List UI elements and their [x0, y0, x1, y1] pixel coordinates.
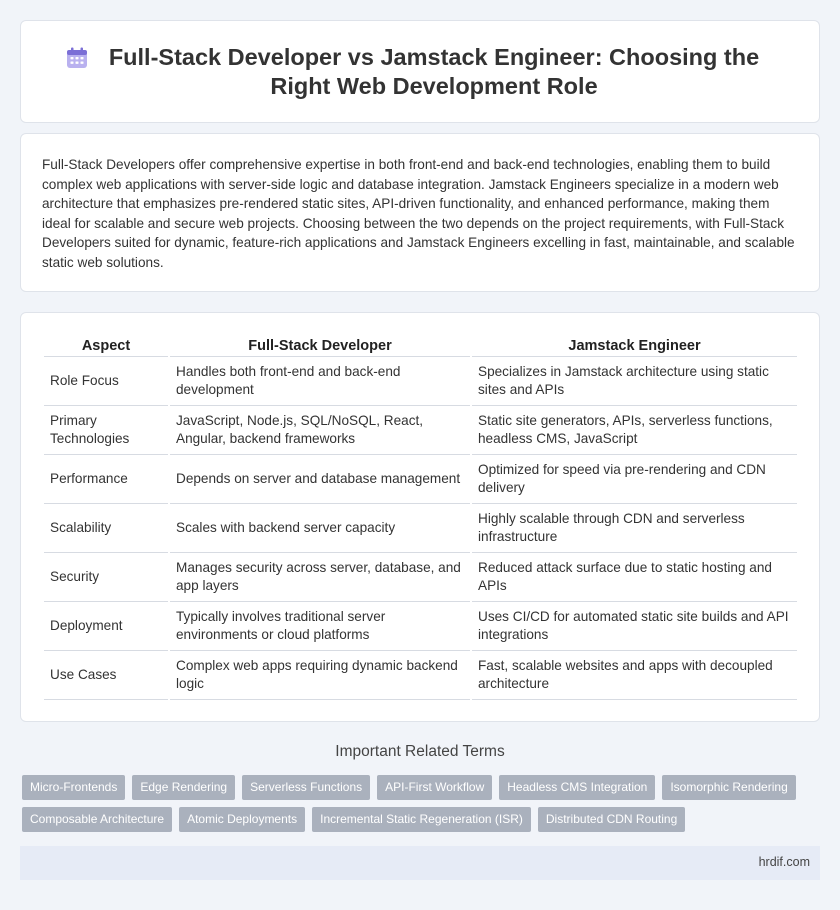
table-row: [44, 357, 797, 406]
row-full-stack: Handles both front-end and back-end development: [170, 357, 470, 406]
row-jamstack: Reduced attack surface due to static hosting and APIs: [472, 553, 797, 602]
row-full-stack: Manages security across server, database, and app layers: [170, 553, 470, 602]
tag-atomic-deployments[interactable]: Atomic Deployments: [179, 807, 305, 832]
table-row: [44, 602, 797, 651]
row-jamstack: Highly scalable through CDN and serverless infrastructure: [472, 504, 797, 553]
row-jamstack: Optimized for speed via pre-rendering and CDN delivery: [472, 455, 797, 504]
table-row: [44, 504, 797, 553]
row-full-stack: Typically involves traditional server environments or cloud platforms: [170, 602, 470, 651]
row-jamstack: Fast, scalable websites and apps with decoupled architecture: [472, 651, 797, 700]
table-row: [44, 406, 797, 455]
row-full-stack: Depends on server and database management: [170, 455, 470, 504]
footer: [20, 846, 820, 880]
tag-serverless-functions[interactable]: Serverless Functions: [242, 775, 370, 800]
row-aspect: Security: [44, 553, 168, 602]
row-aspect: Deployment: [44, 602, 168, 651]
row-aspect: Performance: [44, 455, 168, 504]
header-jamstack: Jamstack Engineer: [472, 334, 797, 357]
tag-micro-frontends[interactable]: Micro-Frontends: [22, 775, 125, 800]
footer-site[interactable]: hrdif.com: [758, 855, 810, 869]
table-header-row: [44, 334, 797, 357]
header-full-stack: Full-Stack Developer: [170, 334, 470, 357]
row-aspect: Use Cases: [44, 651, 168, 700]
row-aspect: Scalability: [44, 504, 168, 553]
row-full-stack: Complex web apps requiring dynamic backend logic: [170, 651, 470, 700]
tag-row: [22, 807, 802, 832]
tag-incremental-static-regeneration[interactable]: Incremental Static Regeneration (ISR): [312, 807, 531, 832]
table-row: [44, 651, 797, 700]
page-title: Full-Stack Developer vs Jamstack Engineer: Choosing the Right Web Development Role: [108, 44, 760, 99]
related-terms-tags: [22, 775, 802, 839]
tag-row: [22, 775, 802, 800]
table-row: [44, 553, 797, 602]
row-aspect: Primary Technologies: [44, 406, 168, 455]
row-jamstack: Uses CI/CD for automated static site builds and API integrations: [472, 602, 797, 651]
title-card: [20, 20, 820, 123]
related-terms-title: Important Related Terms: [335, 743, 505, 760]
row-jamstack: Static site generators, APIs, serverless functions, headless CMS, JavaScript: [472, 406, 797, 455]
comparison-card: [20, 312, 820, 722]
tag-isomorphic-rendering[interactable]: Isomorphic Rendering: [662, 775, 795, 800]
tag-distributed-cdn-routing[interactable]: Distributed CDN Routing: [538, 807, 685, 832]
table-row: [44, 455, 797, 504]
tag-headless-cms-integration[interactable]: Headless CMS Integration: [499, 775, 655, 800]
comparison-table: [42, 334, 799, 700]
intro-card: [20, 133, 820, 292]
intro-paragraph: Full-Stack Developers offer comprehensive expertise in both front-end and back-end technologies, enabling them to build complex web applications with server-side logic and database integration. Jamstack Engineers specialize in a modern web architecture that emphasizes pre-rendered static sites, API-driven functionality, and enhanced performance, making them ideal for scalable and secure web projects. Choosing between the two depends on the project requirements, with Full-Stack Developers suited for dynamic, feature-rich applications and Jamstack Engineers excelling in fast, maintainable, and scalable static web solutions.: [42, 157, 795, 270]
row-full-stack: Scales with backend server capacity: [170, 504, 470, 553]
tag-composable-architecture[interactable]: Composable Architecture: [22, 807, 172, 832]
tag-api-first-workflow[interactable]: API-First Workflow: [377, 775, 492, 800]
row-jamstack: Specializes in Jamstack architecture using static sites and APIs: [472, 357, 797, 406]
header-aspect: Aspect: [44, 334, 168, 357]
tag-edge-rendering[interactable]: Edge Rendering: [132, 775, 235, 800]
row-full-stack: JavaScript, Node.js, SQL/NoSQL, React, Angular, backend frameworks: [170, 406, 470, 455]
row-aspect: Role Focus: [44, 357, 168, 406]
